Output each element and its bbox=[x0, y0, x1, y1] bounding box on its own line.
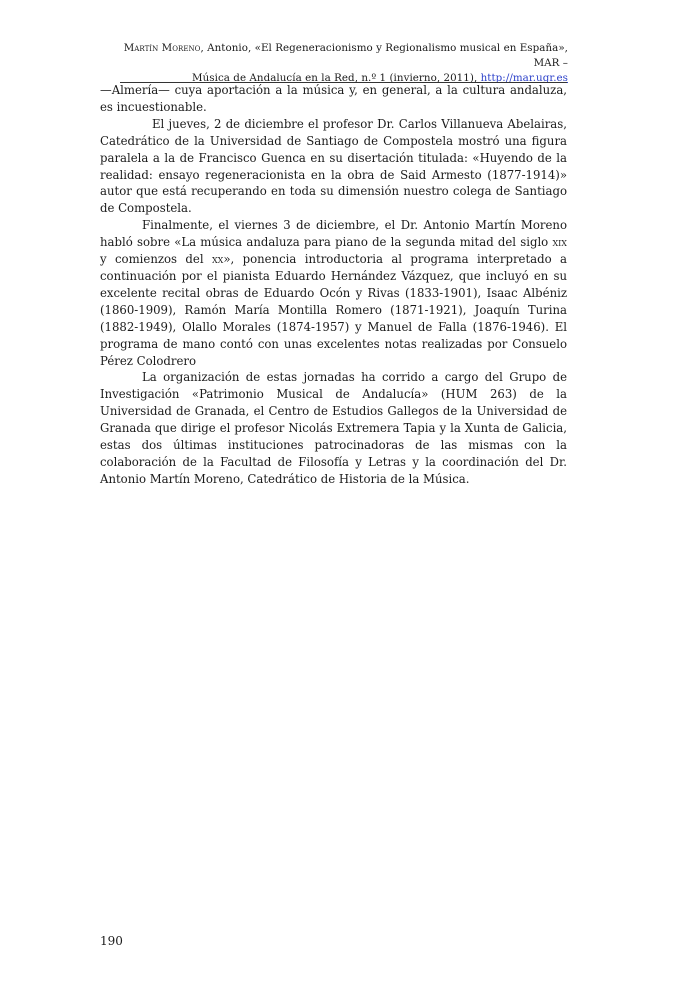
paragraph-organization: La organización de estas jornadas ha corrido a cargo del Grupo de Investigación «Patrimonio Musical de Andalucía» (HUM 263) de la Universidad de Granada, el Centro de Estudios Gallegos de la Universidad de Granada que dirige el profesor Nicolás Extremera Tapia y la Xunta de Galicia, estas dos últimas instituciones patrocinadoras de las mismas con la colaboración de la Facultad de Filosofía y Letras y la coordinación del Dr. Antonio Martín Moreno, Catedrático de Historia de la Música. bbox=[100, 370, 567, 486]
paragraph-martin-moreno bbox=[100, 217, 567, 369]
header-author: Martín Moreno bbox=[123, 42, 201, 54]
century-xx: xx bbox=[211, 252, 224, 267]
paragraph-continuation: —Almería— cuya aportación a la música y, en general, a la cultura andaluza, es incuestionable. bbox=[100, 83, 567, 114]
running-header bbox=[100, 41, 568, 86]
paragraph-villanueva: El jueves, 2 de diciembre el profesor Dr. Carlos Villanueva Abelairas, Catedrático de la Universidad de Santiago de Compostela mostró una figura paralela a la de Francisco Guenca en su disertación titulada: «Huyendo de la realidad: ensayo regeneracionista en la obra de Said Armesto (1877-1914)» autor que está recuperando en toda su dimensión nuestro colega de Santiago de Compostela. bbox=[100, 116, 567, 216]
journal-link[interactable]: http://mar.ugr.es bbox=[480, 72, 568, 84]
paragraph-martin-moreno-part-a: Finalmente, el viernes 3 de diciembre, el Dr. Antonio Martín Moreno habló sobre «La música andaluza para piano de la segunda mitad del siglo bbox=[100, 218, 567, 250]
paragraph-martin-moreno-part-c: », ponencia introductoria al programa interpretado a continuación por el pianista Eduardo Hernández Vázquez, que incluyó en su excelente recital obras de Eduardo Ocón y Rivas (1833-1901), Isaac Albéniz (1860-1909), Ramón María Montilla Romero (1871-1921), Joaquín Turina (1882-1949), Olallo Morales (1874-1957) y Manuel de Falla (1876-1946). El programa de mano contó con unas excelentes notas realizadas por Consuelo Pérez Colodrero bbox=[100, 252, 567, 368]
header-journal: Música de Andalucía en la Red, n.º 1 (invierno, 2011), bbox=[192, 72, 481, 84]
paragraph-martin-moreno-part-b: y comienzos del bbox=[100, 252, 212, 267]
century-xix: xix bbox=[552, 235, 567, 250]
page-number: 190 bbox=[100, 934, 123, 948]
header-citation: , Antonio, «El Regeneracionismo y Regionalismo musical en España», MAR – bbox=[200, 42, 568, 69]
article-body bbox=[100, 82, 567, 488]
header-line-1 bbox=[100, 41, 568, 71]
